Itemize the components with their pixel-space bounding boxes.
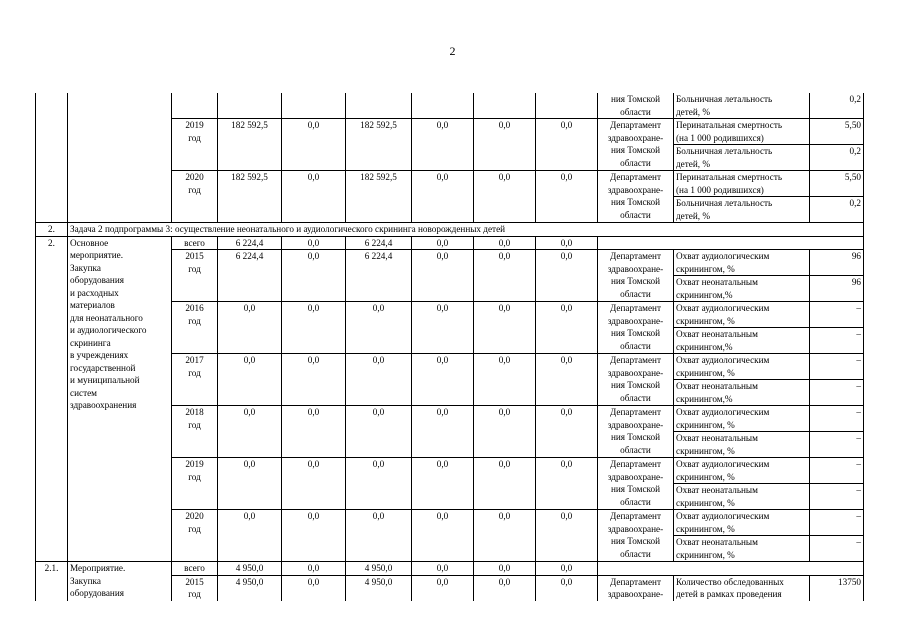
indicator-cell: Охват аудиологическим скринингом, % xyxy=(674,354,810,380)
amount-cell: 0,0 xyxy=(536,236,598,250)
program-table xyxy=(35,93,864,601)
amount-cell: 182 592,5 xyxy=(346,171,412,223)
amount-cell: 0,0 xyxy=(536,354,598,406)
task-title: Задача 2 подпрограммы 3: осуществление неонатального и аудиологического скрининга новорожденных детей xyxy=(68,223,864,237)
amount-cell: 0,0 xyxy=(282,302,346,354)
amount-cell: 0,0 xyxy=(346,458,412,510)
amount-cell: 182 592,5 xyxy=(218,171,282,223)
amount-cell: 0,0 xyxy=(536,302,598,354)
indicator-value: – xyxy=(810,432,864,458)
amount-cell: 6 224,4 xyxy=(218,250,282,302)
task-number: 2. xyxy=(36,223,68,237)
task-row xyxy=(36,223,864,237)
year-cell: 2019 год xyxy=(172,119,218,171)
amount-cell: 0,0 xyxy=(536,510,598,562)
indicator-cell: Охват неонатальным скринингом, % xyxy=(674,432,810,458)
indicator-value: 5,50 xyxy=(810,119,864,145)
amount-cell: 0,0 xyxy=(536,250,598,302)
amount-cell: 0,0 xyxy=(282,250,346,302)
indicator-cell: Охват неонатальным скринингом, % xyxy=(674,484,810,510)
amount-cell: 0,0 xyxy=(282,406,346,458)
amount-cell: 0,0 xyxy=(218,406,282,458)
indicator-value: 13750 xyxy=(810,575,864,601)
amount-cell: 0,0 xyxy=(282,510,346,562)
amount-cell: 0,0 xyxy=(218,510,282,562)
amount-cell: 0,0 xyxy=(282,119,346,171)
indicator-value: – xyxy=(810,484,864,510)
amount-cell: 0,0 xyxy=(412,236,474,250)
year-cell: 2020 год xyxy=(172,510,218,562)
indicator-cell: Перинатальная смертность (на 1 000 родившихся) xyxy=(674,119,810,145)
indicator-value: 0,2 xyxy=(810,93,864,119)
year-cell: 2015 год xyxy=(172,250,218,302)
empty-cell xyxy=(282,93,346,119)
indicator-cell: Охват аудиологическим скринингом, % xyxy=(674,458,810,484)
amount-cell: 0,0 xyxy=(412,171,474,223)
department-cell: Департамент здравоохране- ния Томской области xyxy=(598,119,674,171)
amount-cell: 0,0 xyxy=(282,458,346,510)
indicator-value: 96 xyxy=(810,250,864,276)
indicator-value: – xyxy=(810,380,864,406)
amount-cell: 0,0 xyxy=(218,302,282,354)
amount-cell: 0,0 xyxy=(536,562,598,576)
amount-cell: 0,0 xyxy=(474,236,536,250)
amount-cell: 4 950,0 xyxy=(218,562,282,576)
amount-cell: 0,0 xyxy=(474,510,536,562)
department-cell: Департамент здравоохране- ния Томской области xyxy=(598,171,674,223)
empty-cell xyxy=(536,93,598,119)
amount-cell: 4 950,0 xyxy=(346,562,412,576)
amount-cell: 6 224,4 xyxy=(346,250,412,302)
indicator-value: 5,50 xyxy=(810,171,864,197)
amount-cell: 4 950,0 xyxy=(218,575,282,601)
empty-cell xyxy=(346,93,412,119)
amount-cell: 0,0 xyxy=(346,406,412,458)
amount-cell: 0,0 xyxy=(474,458,536,510)
indicator-cell: Охват аудиологическим скринингом, % xyxy=(674,406,810,432)
department-cell: Департамент здравоохране- ния Томской области xyxy=(598,458,674,510)
indicator-cell: Больничная летальность детей, % xyxy=(674,145,810,171)
table-row xyxy=(36,93,864,119)
amount-cell: 0,0 xyxy=(218,354,282,406)
amount-cell: 182 592,5 xyxy=(218,119,282,171)
indicator-cell: Больничная летальность детей, % xyxy=(674,93,810,119)
department-cell: Департамент здравоохране- ния Томской области xyxy=(598,354,674,406)
amount-cell: 0,0 xyxy=(474,119,536,171)
total-label: всего xyxy=(172,236,218,250)
amount-cell: 0,0 xyxy=(474,302,536,354)
page-number: 2 xyxy=(449,44,456,58)
empty-cell xyxy=(412,93,474,119)
amount-cell: 0,0 xyxy=(412,458,474,510)
year-cell: 2016 год xyxy=(172,302,218,354)
amount-cell: 0,0 xyxy=(412,510,474,562)
department-cell: Департамент здравоохране- ния Томской области xyxy=(598,406,674,458)
num-cell: 2. xyxy=(36,236,68,562)
amount-cell: 0,0 xyxy=(474,575,536,601)
amount-cell: 0,0 xyxy=(282,171,346,223)
total-label: всего xyxy=(172,562,218,576)
amount-cell: 0,0 xyxy=(346,510,412,562)
indicator-cell: Охват неонатальным скринингом,% xyxy=(674,328,810,354)
amount-cell: 0,0 xyxy=(536,119,598,171)
amount-cell: 0,0 xyxy=(412,406,474,458)
amount-cell: 0,0 xyxy=(346,354,412,406)
department-cell: ния Томской области xyxy=(598,93,674,119)
amount-cell: 0,0 xyxy=(412,250,474,302)
indicator-cell: Охват неонатальным скринингом,% xyxy=(674,276,810,302)
amount-cell: 0,0 xyxy=(412,562,474,576)
amount-cell: 0,0 xyxy=(536,406,598,458)
indicator-value: – xyxy=(810,536,864,562)
year-cell: 2017 год xyxy=(172,354,218,406)
indicator-value: – xyxy=(810,302,864,328)
amount-cell: 4 950,0 xyxy=(346,575,412,601)
amount-cell: 0,0 xyxy=(474,354,536,406)
indicator-cell: Охват неонатальным скринингом, % xyxy=(674,536,810,562)
indicator-value: – xyxy=(810,406,864,432)
indicator-value: – xyxy=(810,510,864,536)
indicator-value: 96 xyxy=(810,276,864,302)
indicator-cell: Больничная летальность детей, % xyxy=(674,197,810,223)
empty-cell xyxy=(172,93,218,119)
amount-cell: 0,0 xyxy=(474,171,536,223)
indicator-value: – xyxy=(810,354,864,380)
indicator-cell: Количество обследованных детей в рамках проведения xyxy=(674,575,810,601)
empty-cell xyxy=(474,93,536,119)
indicator-value: 0,2 xyxy=(810,145,864,171)
amount-cell: 182 592,5 xyxy=(346,119,412,171)
empty-cell xyxy=(598,236,864,250)
amount-cell: 0,0 xyxy=(282,562,346,576)
amount-cell: 0,0 xyxy=(412,575,474,601)
name-cell: Мероприятие. Закупка оборудования xyxy=(68,562,172,601)
indicator-cell: Перинатальная смертность (на 1 000 родившихся) xyxy=(674,171,810,197)
name-cell xyxy=(68,93,172,223)
amount-cell: 0,0 xyxy=(474,562,536,576)
department-cell: Департамент здравоохране- ния Томской области xyxy=(598,510,674,562)
num-cell xyxy=(36,93,68,223)
department-cell: Департамент здравоохране- ния Томской области xyxy=(598,302,674,354)
empty-cell xyxy=(218,93,282,119)
indicator-value: – xyxy=(810,328,864,354)
total-row xyxy=(36,562,864,576)
amount-cell: 0,0 xyxy=(536,458,598,510)
indicator-value: – xyxy=(810,458,864,484)
amount-cell: 0,0 xyxy=(218,458,282,510)
year-cell: 2019 год xyxy=(172,458,218,510)
indicator-value: 0,2 xyxy=(810,197,864,223)
year-cell: 2020 год xyxy=(172,171,218,223)
amount-cell: 0,0 xyxy=(474,250,536,302)
department-cell: Департамент здравоохране- ния Томской области xyxy=(598,250,674,302)
amount-cell: 6 224,4 xyxy=(346,236,412,250)
amount-cell: 0,0 xyxy=(346,302,412,354)
num-cell: 2.1. xyxy=(36,562,68,601)
amount-cell: 0,0 xyxy=(536,575,598,601)
amount-cell: 0,0 xyxy=(536,171,598,223)
total-row xyxy=(36,236,864,250)
indicator-cell: Охват неонатальным скринингом,% xyxy=(674,380,810,406)
indicator-cell: Охват аудиологическим скринингом, % xyxy=(674,302,810,328)
year-cell: 2018 год xyxy=(172,406,218,458)
amount-cell: 0,0 xyxy=(282,236,346,250)
amount-cell: 0,0 xyxy=(412,119,474,171)
amount-cell: 0,0 xyxy=(412,302,474,354)
department-cell: Департамент здравоохране- xyxy=(598,575,674,601)
amount-cell: 0,0 xyxy=(282,354,346,406)
amount-cell: 6 224,4 xyxy=(218,236,282,250)
year-cell: 2015 год xyxy=(172,575,218,601)
indicator-cell: Охват аудиологическим скринингом, % xyxy=(674,250,810,276)
empty-cell xyxy=(598,562,864,576)
amount-cell: 0,0 xyxy=(282,575,346,601)
indicator-cell: Охват аудиологическим скринингом, % xyxy=(674,510,810,536)
amount-cell: 0,0 xyxy=(412,354,474,406)
name-cell: Основное мероприятие. Закупка оборудования и расходных материалов для неонатального и аудиологического скрининга в учреждениях государственной и муниципальной систем здравоохранения xyxy=(68,236,172,562)
amount-cell: 0,0 xyxy=(474,406,536,458)
